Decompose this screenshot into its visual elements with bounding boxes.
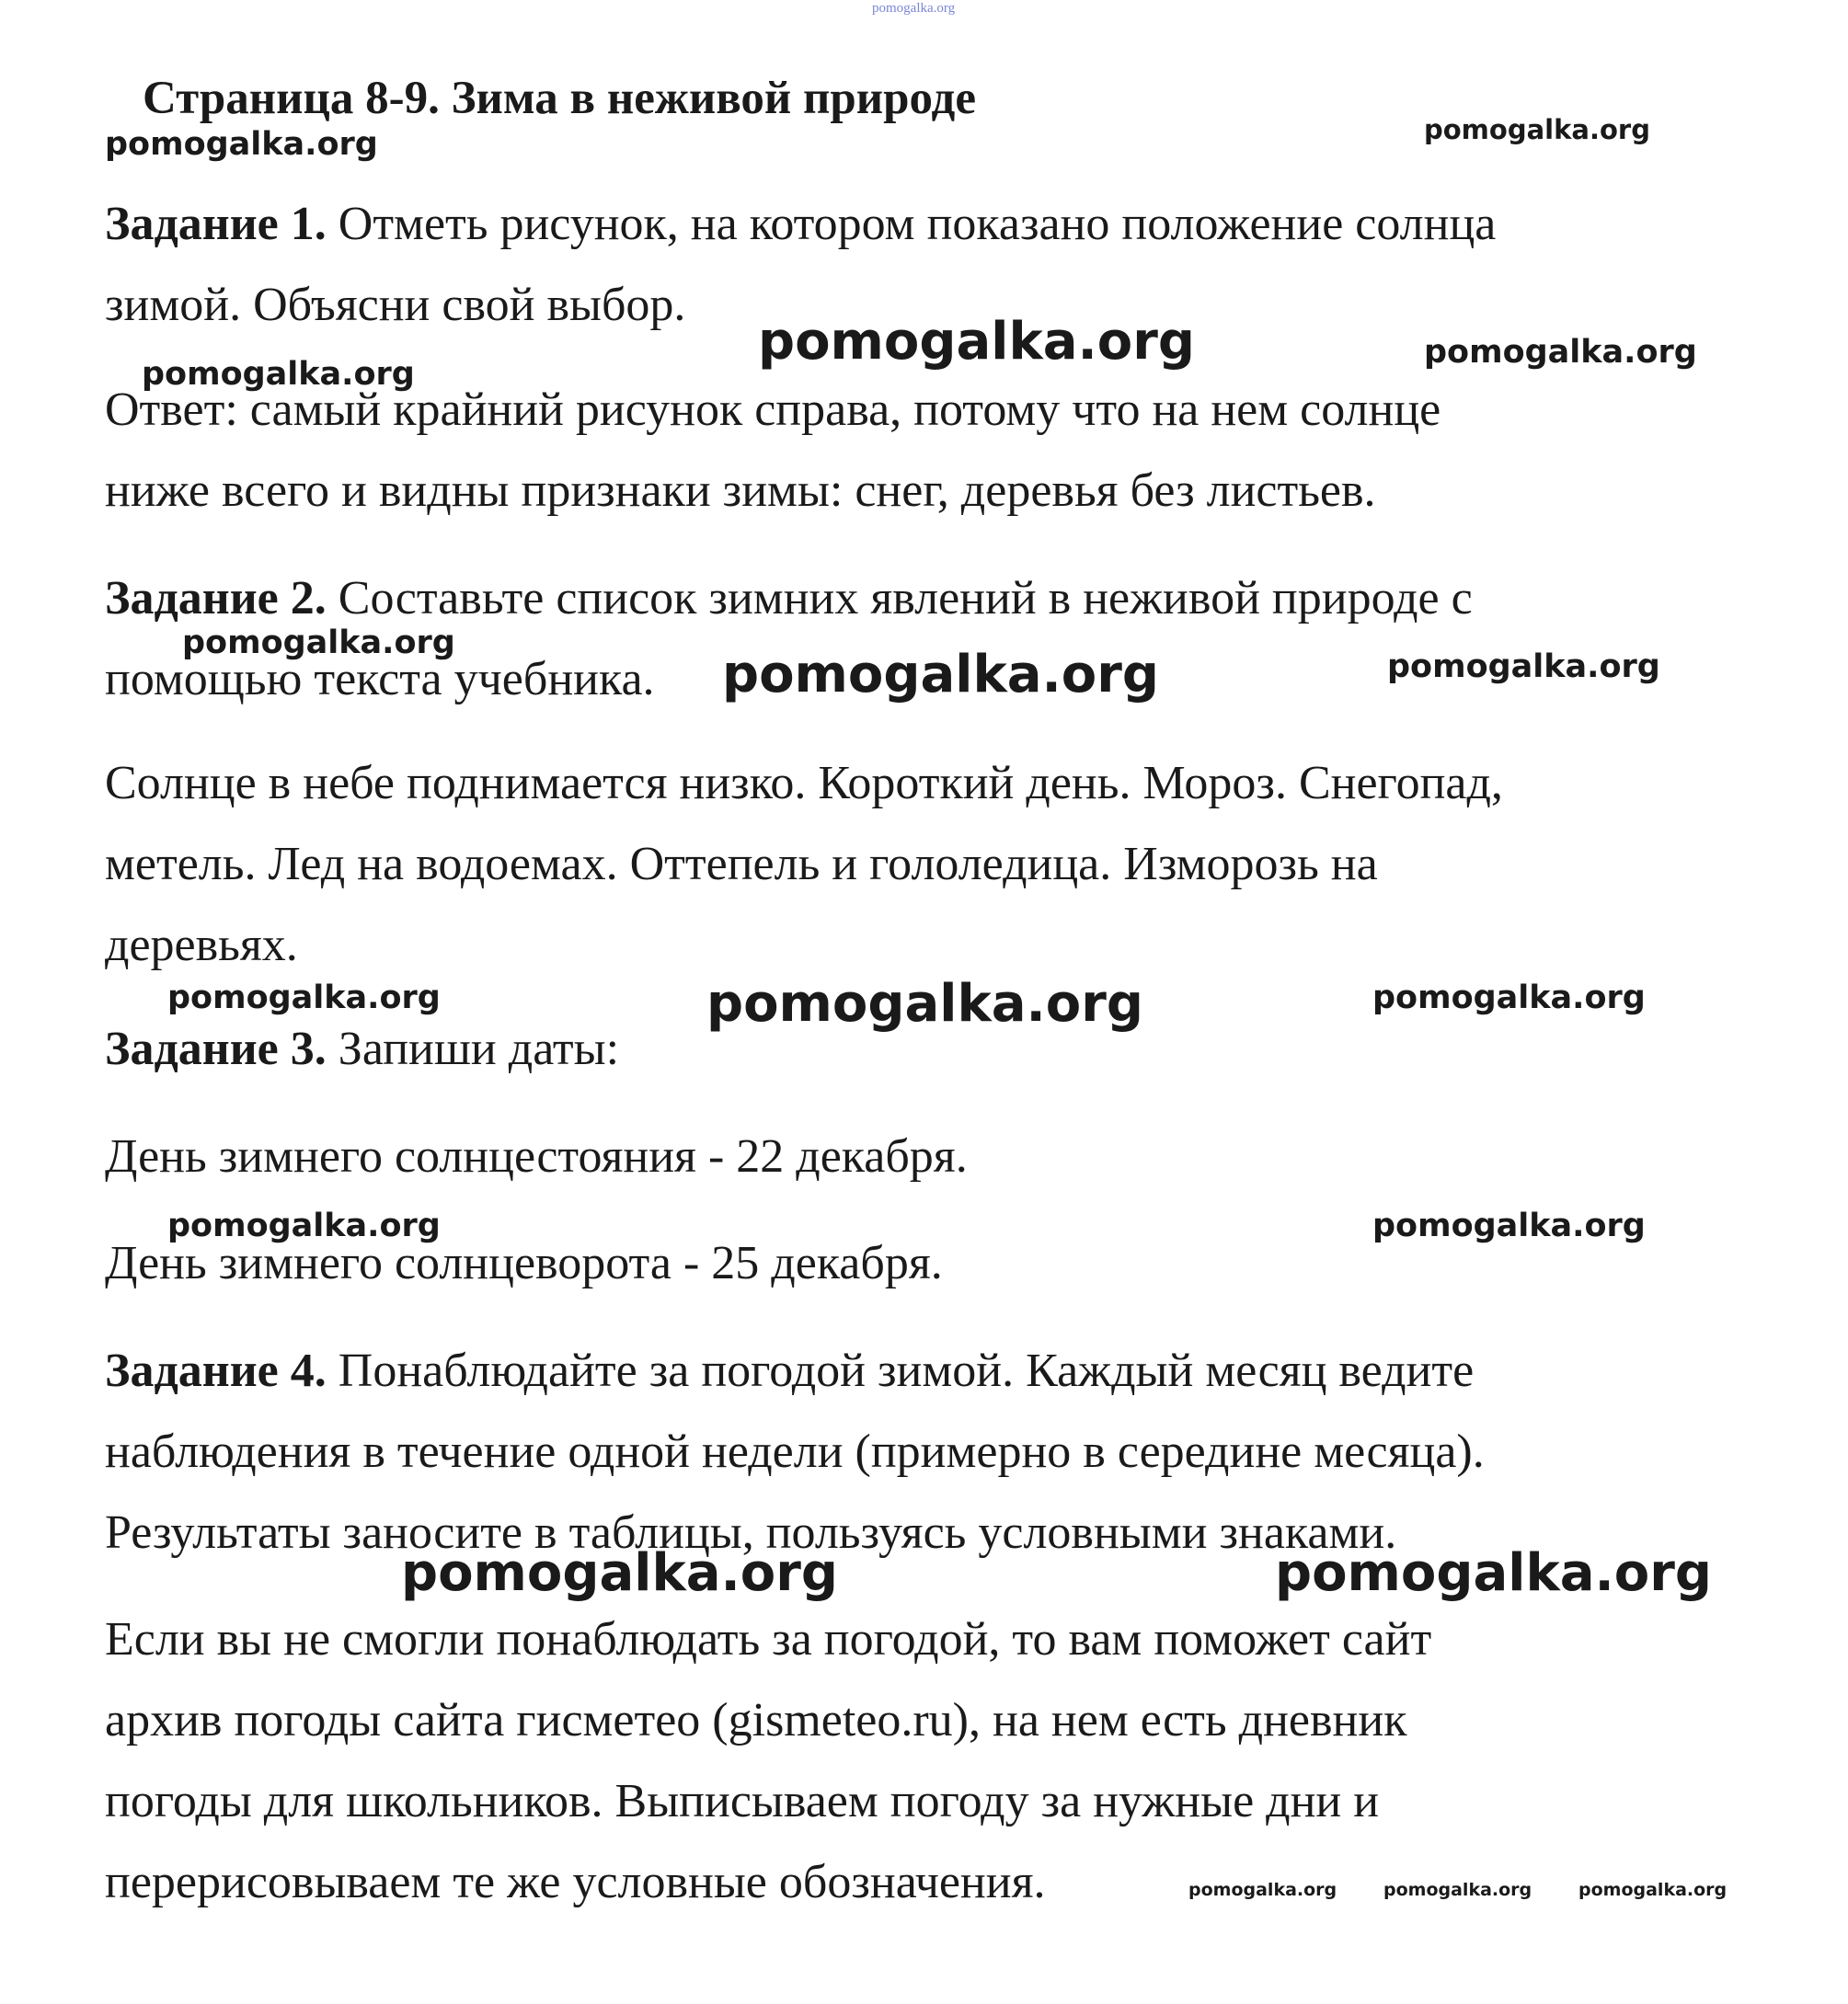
task1-answer-line2: ниже всего и видны признаки зимы: снег, деревья без листьев. xyxy=(105,464,1376,517)
task1-label: Задание 1. xyxy=(105,198,327,250)
watermark: pomogalka.org xyxy=(167,1208,441,1244)
task3-line xyxy=(105,1025,619,1073)
watermark: pomogalka.org xyxy=(167,979,441,1016)
task2-answer-line1: Солнце в небе поднимается низко. Короткий день. Мороз. Снегопад, xyxy=(105,757,1503,809)
task2-text: Составьте список зимних явлений в неживой природе с xyxy=(326,572,1473,624)
task2-label: Задание 2. xyxy=(105,572,327,624)
task4-line1 xyxy=(105,1347,1474,1395)
task2-answer-line3: деревьях. xyxy=(105,919,298,971)
watermark: pomogalka.org xyxy=(1424,334,1697,371)
watermark: pomogalka.org xyxy=(182,624,455,661)
task2-line1 xyxy=(105,572,1473,624)
task3-label: Задание 3. xyxy=(105,1023,327,1075)
watermark: pomogalka.org xyxy=(1578,1880,1727,1900)
task4-label: Задание 4. xyxy=(105,1345,327,1397)
page-title: Страница 8-9. Зима в неживой природе xyxy=(143,73,976,124)
task4-line4: Если вы не смогли понаблюдать за погодой, то вам поможет сайт xyxy=(105,1613,1432,1666)
task3-text: Запиши даты: xyxy=(326,1023,620,1075)
task3-date1: День зимнего солнцестояния - 22 декабря. xyxy=(105,1130,968,1183)
watermark: pomogalka.org xyxy=(105,126,378,163)
watermark: pomogalka.org xyxy=(1372,979,1646,1016)
task2-answer-line2: метель. Лед на водоемах. Оттепель и гололедица. Изморозь на xyxy=(105,838,1378,890)
watermark: pomogalka.org xyxy=(1372,1208,1646,1244)
watermark: pomogalka.org xyxy=(1383,1880,1532,1900)
header-watermark: pomogalka.org xyxy=(872,1,956,16)
watermark: pomogalka.org xyxy=(1188,1880,1337,1900)
task1-answer-line1: Ответ: самый крайний рисунок справа, потому что на нем солнце xyxy=(105,384,1441,436)
watermark: pomogalka.org xyxy=(758,312,1195,372)
watermark: pomogalka.org xyxy=(1275,1543,1712,1603)
task1-line1 xyxy=(105,200,1496,248)
watermark: pomogalka.org xyxy=(706,974,1143,1034)
watermark: pomogalka.org xyxy=(1424,114,1650,145)
task3-date2: День зимнего солнцеворота - 25 декабря. xyxy=(105,1237,943,1289)
task4-line3: Результаты заносите в таблицы, пользуясь условными знаками. xyxy=(105,1506,1397,1559)
task4-line2: наблюдения в течение одной недели (примерно в середине месяца). xyxy=(105,1426,1485,1478)
watermark: pomogalka.org xyxy=(1387,648,1660,685)
watermark: pomogalka.org xyxy=(722,645,1159,704)
task4-line7: перерисовываем те же условные обозначения. xyxy=(105,1856,1046,1908)
task4-text: Понаблюдайте за погодой зимой. Каждый месяц ведите xyxy=(326,1345,1475,1397)
task4-line5: архив погоды сайта гисметео (gismeteo.ru), на нем есть дневник xyxy=(105,1694,1407,1746)
task1-text: Отметь рисунок, на котором показано положение солнца xyxy=(326,198,1497,250)
watermark: pomogalka.org xyxy=(401,1543,838,1603)
task4-line6: погоды для школьников. Выписываем погоду за нужные дни и xyxy=(105,1775,1380,1827)
task1-line2: зимой. Объясни свой выбор. xyxy=(105,279,686,331)
watermark: pomogalka.org xyxy=(142,356,415,393)
task2-line2: помощью текста учебника. xyxy=(105,653,655,705)
